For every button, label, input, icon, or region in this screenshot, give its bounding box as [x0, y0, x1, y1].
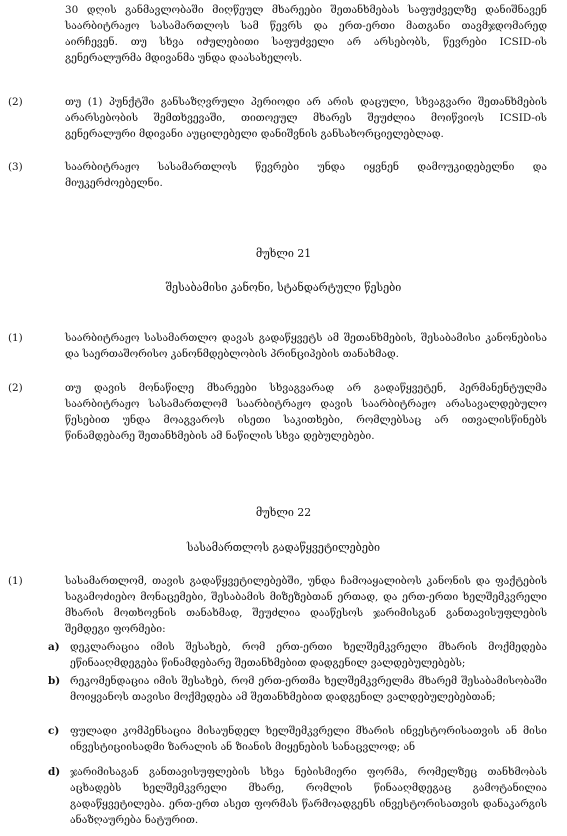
list-item-letter: c)	[48, 725, 60, 737]
list-item-letter: a)	[48, 641, 60, 653]
paragraph-text: სასამართლომ, თავის გადაწყვეტილებებში, უნდა ჩამოაყალიბოს კანონის და ფაქტების საგამოძიებო მონაცემები, შესაბამის მიზეზებთან ერთად, და ერთ-ერთი ხელშემკვრელი მხარის მოთხოვნის თანახმად, შეუძლია დააწესოს ჯარიმისგან განთავისუფლების შემდეგი ფორმები:	[65, 575, 547, 635]
article-number: მუხლი 21	[255, 247, 312, 260]
paragraph-text: თუ დავის მონაწილე მხარეები სხვაგვარად არ გადაწყვეტენ, პერმანენტულმა საარბიტრაჟო სასამართლომ საარბიტრაჟო დავის საარბიტრაჟო არასავალდებულო წესებით უნდა მოაგვაროს ისეთი საკითხები, რომლებსაც არ ითვალისწინებს წინამდებარე შეთანხმების ამ ნაწილის სხვა დებულებები.	[65, 382, 547, 442]
paragraph-continuation: 30 დღის განმავლობაში მიღწეულ მხარეები შეთანხმებას საფუძველზე დანიშნავენ საარბიტრაჟო სასამართლოს სამ წევრს და ერთ-ერთი მათგანი თავმჯდომარედ აირჩევენ. თუ სხვა იძულებითი საფუძველი არ არსებობს, წევრები ICSID-ის გენერალურმა მდივანმა უნდა დაასახელოს.	[65, 4, 547, 64]
paragraph-text: საარბიტრაჟო სასამართლო დავას გადაწყვეტს ამ შეთანხმების, შესაბამისი კანონებისა და საერთაშორისო კანონმდებლობის პრინციპების თანახმად.	[65, 332, 547, 360]
list-item-text: დეკლარაცია იმის შესახებ, რომ ერთ-ერთი ხელშემკვრელი მხარის მოქმედება ეწინააღმდეგება წინამდებარე შეთანხმებით დადგენილ ვალდებულებებს;	[70, 641, 547, 669]
list-item-letter: d)	[48, 766, 61, 778]
list-item-text: რეკომენდაცია იმის შესახებ, რომ ერთ-ერთმა ხელშემკვრელმა მხარემ შესაბამისობაში მოიყვანოს თავისი მოქმედება ამ შეთანხმებით დადგენილ ვალდებულებებთან;	[70, 675, 547, 703]
article-title: სასამართლოს გადაწყვეტილებები	[186, 541, 381, 554]
paragraph-text: საარბიტრაჟო სასამართლოს წევრები უნდა იყვნენ დამოუკიდებელნი და მიუკერძოებელნი.	[65, 161, 547, 189]
paragraph-number: (1)	[8, 332, 23, 344]
paragraph-number: (2)	[8, 382, 23, 394]
list-item-text: ჯარიმისაგან განთავისუფლების სხვა ნებისმიერი ფორმა, რომელზეც თანხმობას აცხადებს ხელშემკვრელი მხარე, რომლის წინააღმდეგაც გამოტანილია გადაწყვეტილება. ერთ-ერთ ასეთ ფორმას წარმოადგენს ინვესტორისათვის დანაკარგის ანაზღაურება ნატურით.	[70, 766, 547, 826]
paragraph-number: (1)	[8, 575, 23, 587]
paragraph-text: თუ (1) პუნქტში განსაზღვრული პერიოდი არ არის დაცული, სხვაგვარი შეთანხმების არარსებობის შემთხვევაში, თითოეულ მხარეს შეუძლია მოიწვიოს ICSID-ის გენერალური მდივანი აუცილებელი დანიშვნის განსახორციელებლად.	[65, 96, 547, 140]
article-title: შესაბამისი კანონი, სტანდარტული წესები	[165, 281, 402, 294]
list-item-text: ფულადი კომპენსაცია მისაუნდელ ხელშემკვრელი მხარის ინვესტორისათვის ან მისი ინვესტიციისადმი ზარალის ან ზიანის მიყენების სანაცვლოდ; ან	[70, 725, 547, 753]
paragraph-number: (2)	[8, 96, 23, 108]
list-item-letter: b)	[48, 675, 61, 687]
article-number: მუხლი 22	[255, 506, 312, 519]
paragraph-number: (3)	[8, 161, 23, 173]
